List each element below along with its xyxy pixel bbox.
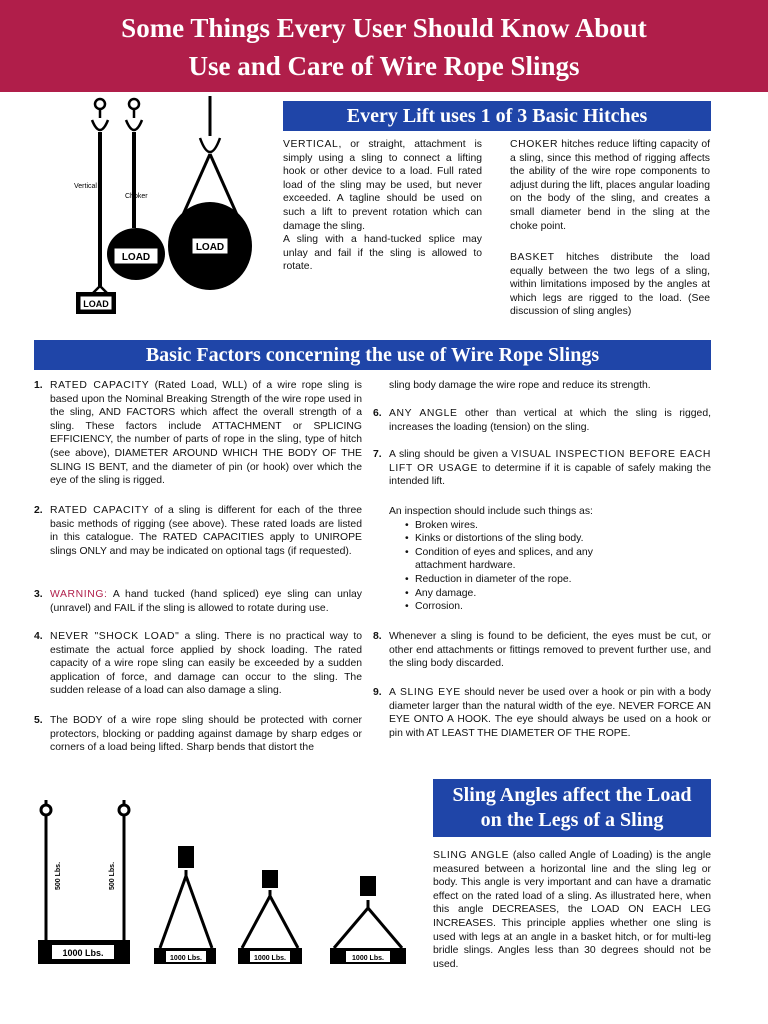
- vertical-keyword: VERTICAL: [283, 139, 339, 150]
- figure-label-basket: Basket: [194, 211, 216, 218]
- item-text: a sling. There is no practical way to estimate the actual force applied by shock loading. The rated capacity of a wire rope sling can easily be exceeded by a sudden application of force, and damage can occur to the sling. The sudden release of a load can also damage a sling.: [50, 631, 363, 697]
- angles-title-line1: Sling Angles affect the Load: [452, 784, 692, 806]
- figure-label-load-1000-b: 1000 Lbs.: [170, 955, 202, 962]
- item-keyword: VISUAL INSPECTION BEFORE EACH LIFT OR USAGE: [389, 449, 711, 474]
- page-header: [0, 0, 768, 92]
- vertical-hitch-text: [283, 138, 482, 274]
- figure-label-choker: Choker: [125, 193, 148, 200]
- inspection-list: [389, 505, 711, 614]
- inspection-item: • Kinks or distortions of the sling body.: [405, 532, 625, 546]
- basket-keyword: BASKET: [510, 252, 555, 263]
- item-keyword: A SLING EYE: [389, 687, 461, 698]
- header-title-line2: Use and Care of Wire Rope Slings: [188, 51, 580, 81]
- hitches-section-title: Every Lift uses 1 of 3 Basic Hitches: [283, 101, 711, 131]
- basket-description: hitches distribute the load equally between the two legs of a sling, within limitations imposed by the angles at which legs are rigged to the load. (See discussion of sling angles): [510, 252, 710, 318]
- factors-section-title: Basic Factors concerning the use of Wire Rope Slings: [34, 340, 711, 370]
- item-text: A hand tucked (hand spliced) eye sling can unlay (unravel) and FAIL if the sling is allowed to rotate during use.: [50, 589, 362, 614]
- item-number: 7.: [373, 449, 382, 460]
- choker-hitch-text: [510, 138, 710, 233]
- angles-section-title: [433, 779, 711, 837]
- sling-angles-illustration: [30, 780, 422, 980]
- choker-description: hitches reduce lifting capacity of a sling, since this method of rigging affects the ability of the wire rope components to adjust during the lift, places angular loading on the body of the sling, and creates a small diameter bend in the sling at the choke point.: [510, 139, 710, 232]
- item-number: 4.: [34, 631, 43, 642]
- item-text: The BODY of a wire rope sling should be protected with corner protectors, blocking or padding against damage by sharp edges or corners of a load being lifted. Sharp bends that distort the: [50, 715, 362, 754]
- figure-label-load-1000: 1000 Lbs.: [62, 948, 104, 958]
- item-number: 5.: [34, 715, 43, 726]
- choker-keyword: CHOKER: [510, 139, 559, 150]
- item-text: Whenever a sling is found to be deficient, the eyes must be cut, or other end attachments or fittings removed to prevent further use, and the sling body discarded.: [389, 631, 711, 670]
- inspection-item: • Any damage.: [405, 587, 625, 601]
- sling-angle-keyword: SLING ANGLE: [433, 850, 510, 861]
- vertical-description-2: A sling with a hand-tucked splice may unlay and fail if the sling is allowed to rotate.: [283, 234, 482, 273]
- figure-label-load-3: LOAD: [83, 299, 109, 309]
- item-keyword: ANY ANGLE: [389, 408, 458, 419]
- item-number: 8.: [373, 631, 382, 642]
- figure-label-load-1: LOAD: [121, 252, 151, 263]
- figure-label-load-2: LOAD: [195, 242, 225, 253]
- inspection-item: • Condition of eyes and splices, and any attachment hardware.: [405, 546, 625, 573]
- warning-keyword: WARNING:: [50, 589, 108, 600]
- header-title-line1: Some Things Every User Should Know About: [121, 13, 647, 43]
- item-keyword: RATED CAPACITY: [50, 505, 150, 516]
- item-text: other than vertical at which the sling is rigged, increases the loading (tension) on the sling.: [389, 408, 711, 433]
- figure-label-leg-500-left: 500 Lbs.: [55, 861, 62, 890]
- item-number: 2.: [34, 505, 43, 516]
- inspection-item: • Broken wires.: [405, 519, 625, 533]
- item-number: 9.: [373, 687, 382, 698]
- item-number: 6.: [373, 408, 382, 419]
- vertical-description: , or straight, attachment is simply using a sling to connect a lifting hook or other device to a load. Full rated load of the sling may be used, but never exceeded. A tagline should be used on such a lift to prevent rotation which can damage the sling.: [283, 139, 482, 232]
- sling-angle-description: (also called Angle of Loading) is the angle measured between a horizontal line and the sling leg or body. This angle is very important and can have a dramatic effect on the rated load of a sling. As illustrated here, when this angle DECREASES, the LOAD ON EACH LEG INCREASES. This principle applies whether one sling is used with legs at an angle in a basket hitch, or for multi-leg bridle slings. Angles less than 30 degrees should not be used.: [433, 850, 711, 970]
- item-text: A sling should be given a: [389, 449, 512, 460]
- figure-label-load-1000-c: 1000 Lbs.: [254, 955, 286, 962]
- basket-hitch-text: [510, 251, 710, 319]
- inspection-item: • Corrosion.: [405, 600, 625, 614]
- item-text: should never be used over a hook or pin with a body diameter larger than the natural width of the eye. NEVER FORCE AN EYE ONTO A HOOK. The eye should always be used on a hook or pin with AT LEAST THE DIAMETER OF THE ROPE.: [389, 687, 711, 739]
- factor-item-5-continued: sling body damage the wire rope and reduce its strength.: [389, 380, 651, 391]
- item-keyword: RATED CAPACITY: [50, 380, 150, 391]
- item-keyword: NEVER "SHOCK LOAD": [50, 631, 180, 642]
- item-text: of a sling is different for each of the three basic methods of rigging (see above). These rated loads are listed in this catalogue. The RATED CAPACITIES apply to UNIROPE slings ONLY and may be indicated on optional tags (if requested).: [50, 505, 363, 557]
- figure-label-vertical: Vertical: [74, 183, 97, 190]
- hitches-illustration: [62, 96, 272, 318]
- angles-title-line2: on the Legs of a Sling: [480, 809, 664, 831]
- item-text: (Rated Load, WLL) of a wire rope sling is based upon the Nominal Breaking Strength of the wire rope used in the sling, AND FACTORS which affect the overall strength of a sling. These factors include ATTACHMENT or SPLICING EFFICIENCY, the number of parts of rope in the sling, type of hitch (see above), DIAMETER AROUND WHICH THE BODY OF THE SLING IS BENT, and the diameter of pin (or hook) over which the eye of the sling is rigged.: [50, 380, 362, 487]
- item-number: 3.: [34, 589, 43, 600]
- item-number: 1.: [34, 380, 43, 391]
- figure-label-load-1000-d: 1000 Lbs.: [352, 955, 384, 962]
- sling-angle-text: [433, 849, 711, 971]
- inspection-item: • Reduction in diameter of the rope.: [405, 573, 625, 587]
- figure-label-leg-500-right: 500 Lbs.: [109, 861, 116, 890]
- inspection-intro: An inspection should include such things as:: [389, 506, 593, 517]
- item-text-2: to determine if it is capable of safely making the intended lift.: [389, 462, 711, 488]
